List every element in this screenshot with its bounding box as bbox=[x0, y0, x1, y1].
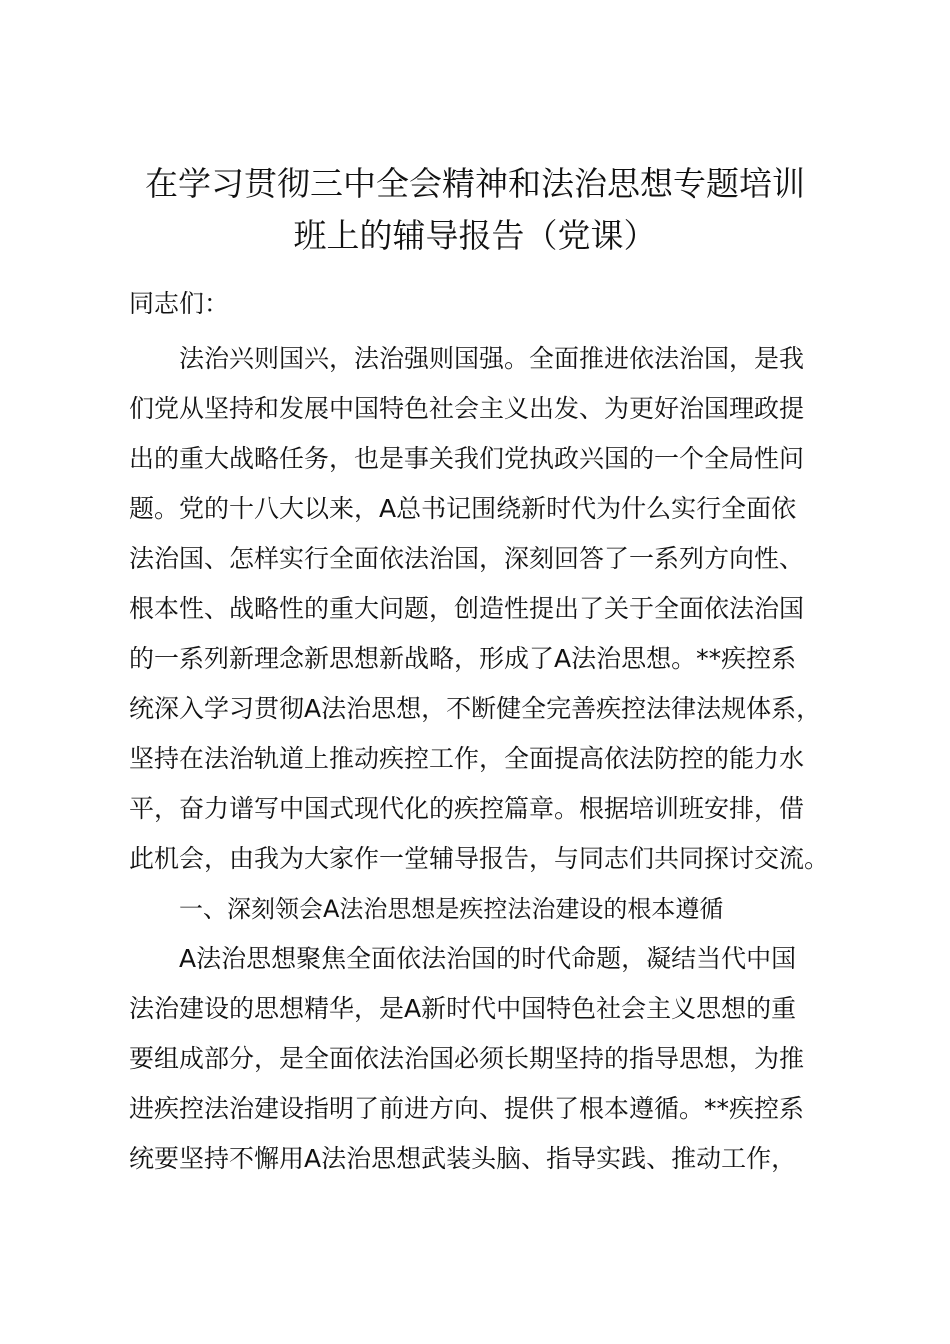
body-text-line: 要组成部分，是全面依法治国必须长期坚持的指导思想，为推 bbox=[129, 1044, 805, 1073]
body-text-line: 进疾控法治建设指明了前进方向、提供了根本遵循。**疾控系 bbox=[129, 1094, 805, 1123]
title-line-2: 班上的辅导报告（党课） bbox=[293, 216, 657, 255]
body-text-line: 法治国、怎样实行全面依法治国，深刻回答了一系列方向性、 bbox=[129, 544, 805, 573]
title-line-1: 在学习贯彻三中全会精神和法治思想专题培训 bbox=[145, 164, 805, 203]
body-text-line: 坚持在法治轨道上推动疾控工作，全面提高依法防控的能力水 bbox=[129, 744, 805, 773]
body-text-line: 平，奋力谱写中国式现代化的疾控篇章。根据培训班安排，借 bbox=[129, 794, 805, 823]
body-text-line: A法治思想聚焦全面依法治国的时代命题，凝结当代中国 bbox=[179, 944, 797, 973]
document-body bbox=[129, 334, 829, 1184]
body-text-line: 统深入学习贯彻A法治思想，不断健全完善疾控法律法规体系， bbox=[129, 694, 822, 723]
body-text-line: 法治建设的思想精华，是A新时代中国特色社会主义思想的重 bbox=[129, 994, 797, 1023]
body-text-line: 统要坚持不懈用A法治思想武装头脑、指导实践、推动工作， bbox=[129, 1144, 797, 1173]
body-text-line: 出的重大战略任务，也是事关我们党执政兴国的一个全局性问 bbox=[129, 444, 805, 473]
body-text-line: 法治兴则国兴，法治强则国强。全面推进依法治国，是我 bbox=[179, 344, 805, 373]
body-text-line: 们党从坚持和发展中国特色社会主义出发、为更好治国理政提 bbox=[129, 394, 805, 423]
body-text-line: 的一系列新理念新思想新战略，形成了A法治思想。**疾控系 bbox=[129, 644, 797, 673]
section-heading: 一、深刻领会A法治思想是疾控法治建设的根本遵循 bbox=[179, 895, 724, 923]
document-title bbox=[118, 158, 832, 262]
body-text-line: 题。党的十八大以来，A总书记围绕新时代为什么实行全面依 bbox=[129, 494, 797, 523]
greeting: 同志们： bbox=[129, 289, 230, 318]
body-text-line: 此机会，由我为大家作一堂辅导报告，与同志们共同探讨交流。 bbox=[129, 844, 830, 873]
body-text-line: 根本性、战略性的重大问题，创造性提出了关于全面依法治国 bbox=[129, 594, 805, 623]
